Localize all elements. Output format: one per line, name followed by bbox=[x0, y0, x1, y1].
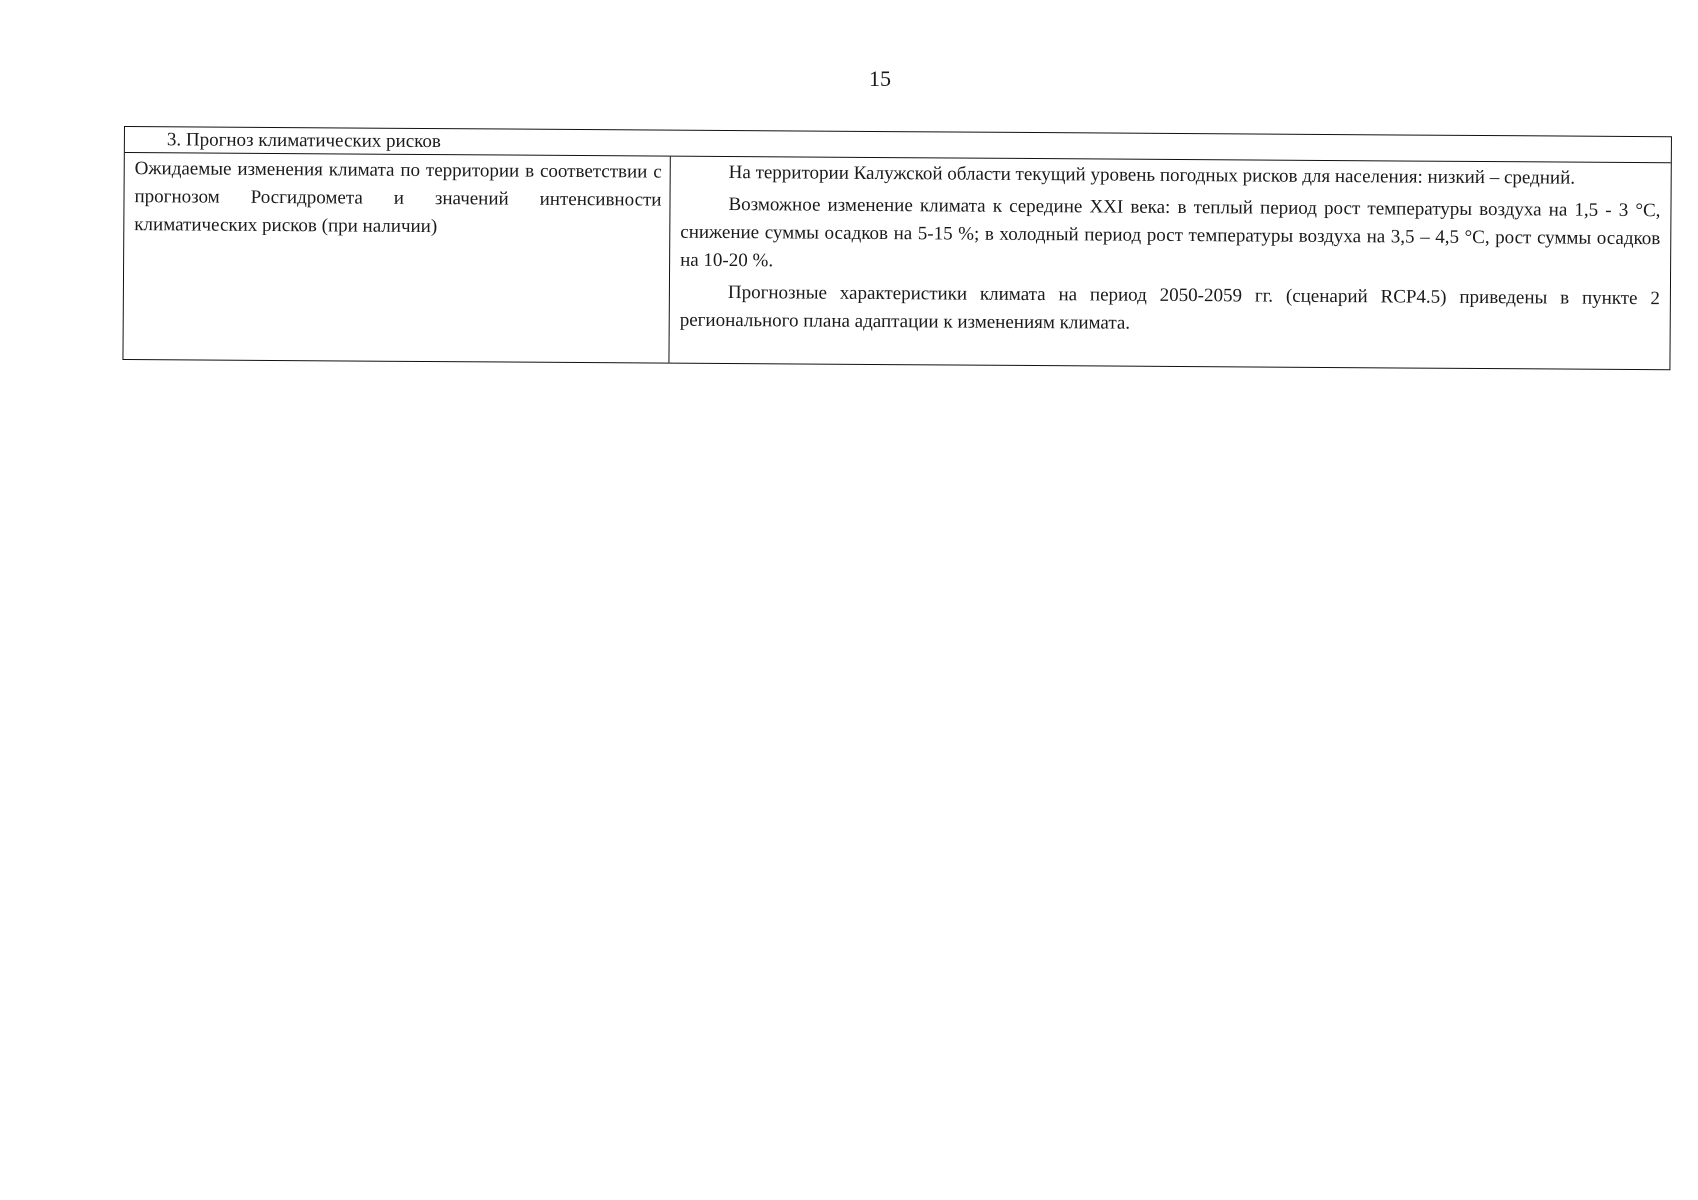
forecast-description bbox=[669, 157, 1670, 370]
climate-risk-table bbox=[122, 126, 1672, 370]
current-risk-paragraph: На территории Калужской области текущий уровень погодных рисков для населения: низкий – средний. bbox=[728, 162, 1576, 189]
page-number: 15 bbox=[869, 66, 891, 91]
forecast-reference-paragraph: Прогнозные характеристики климата на период 2050-2059 гг. (сценарий RCP4.5) приведены в пункте 2 регионального плана адаптации к изменениям климата. bbox=[679, 282, 1660, 334]
section-title: 3. Прогноз климатических рисков bbox=[125, 127, 1671, 163]
climate-change-paragraph: Возможное изменение климата к середине XXI века: в теплый период рост температуры воздуха на 1,5 - 3 °С, снижение суммы осадков на 5-15 %; в холодный период рост температуры воздуха на 3,5 – 4,5 °С, рост суммы осадков на 10-20 %. bbox=[680, 194, 1661, 272]
expected-changes-label: Ожидаемые изменения климата по территории в соответствии с прогнозом Росгидромета и значений интенсивности климатических рисков (при наличии) bbox=[123, 153, 670, 363]
table-row bbox=[123, 153, 1670, 369]
